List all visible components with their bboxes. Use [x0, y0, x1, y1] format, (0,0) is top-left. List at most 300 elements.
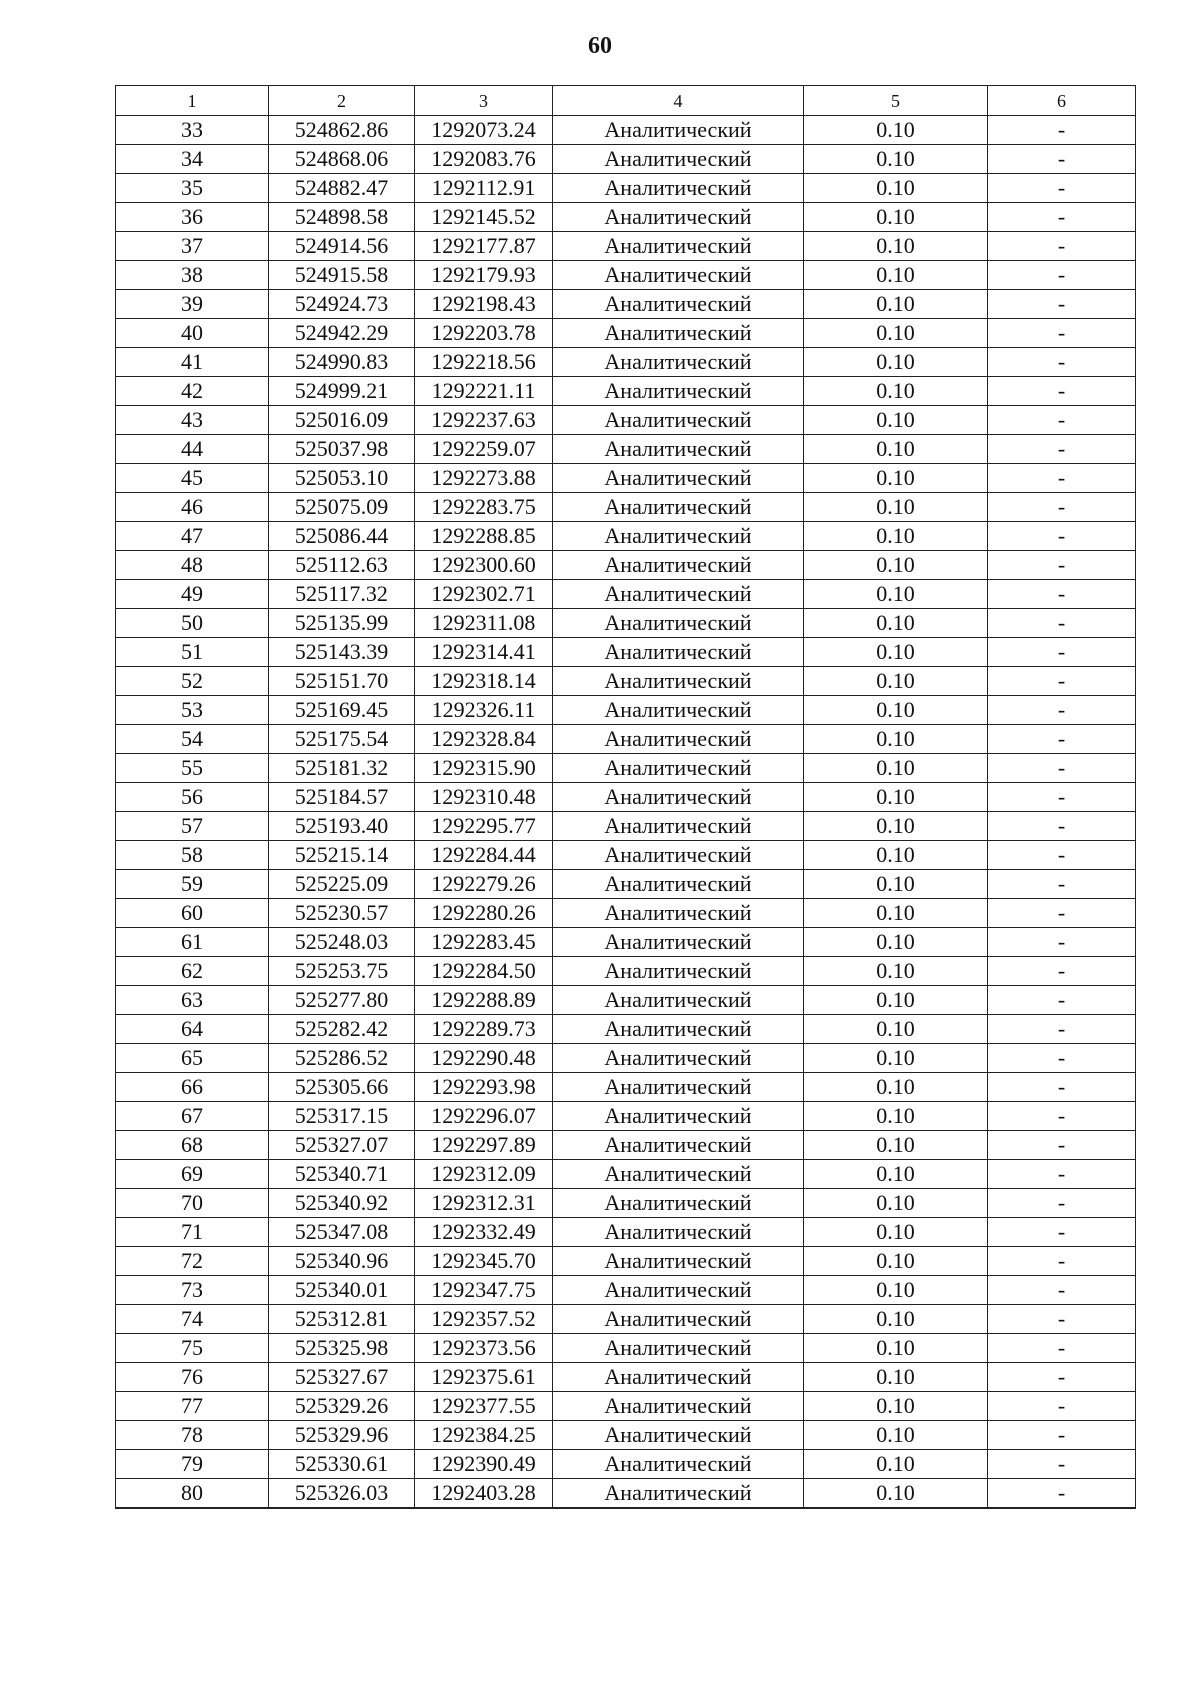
- point-number-cell: 74: [116, 1305, 269, 1334]
- point-number-cell: 64: [116, 1015, 269, 1044]
- method-cell: Аналитический: [553, 464, 804, 493]
- x-coordinate-cell: 525193.40: [269, 812, 415, 841]
- accuracy-cell: 0.10: [804, 1334, 988, 1363]
- method-cell: Аналитический: [553, 928, 804, 957]
- accuracy-cell: 0.10: [804, 435, 988, 464]
- y-coordinate-cell: 1292315.90: [415, 754, 553, 783]
- table-row: [116, 1334, 1136, 1363]
- method-cell: Аналитический: [553, 1305, 804, 1334]
- accuracy-cell: 0.10: [804, 1044, 988, 1073]
- y-coordinate-cell: 1292297.89: [415, 1131, 553, 1160]
- method-cell: Аналитический: [553, 1102, 804, 1131]
- point-number-cell: 69: [116, 1160, 269, 1189]
- point-number-cell: 78: [116, 1421, 269, 1450]
- y-coordinate-cell: 1292145.52: [415, 203, 553, 232]
- method-cell: Аналитический: [553, 725, 804, 754]
- note-cell: -: [988, 348, 1136, 377]
- x-coordinate-cell: 525282.42: [269, 1015, 415, 1044]
- point-number-cell: 36: [116, 203, 269, 232]
- method-cell: Аналитический: [553, 1189, 804, 1218]
- accuracy-cell: 0.10: [804, 406, 988, 435]
- method-cell: Аналитический: [553, 551, 804, 580]
- accuracy-cell: 0.10: [804, 203, 988, 232]
- accuracy-cell: 0.10: [804, 899, 988, 928]
- table-row: [116, 696, 1136, 725]
- y-coordinate-cell: 1292237.63: [415, 406, 553, 435]
- method-cell: Аналитический: [553, 812, 804, 841]
- point-number-cell: 50: [116, 609, 269, 638]
- y-coordinate-cell: 1292332.49: [415, 1218, 553, 1247]
- point-number-cell: 51: [116, 638, 269, 667]
- point-number-cell: 40: [116, 319, 269, 348]
- table-row: [116, 406, 1136, 435]
- table-row: [116, 580, 1136, 609]
- method-cell: Аналитический: [553, 1247, 804, 1276]
- method-cell: Аналитический: [553, 406, 804, 435]
- point-number-cell: 33: [116, 116, 269, 145]
- note-cell: -: [988, 1276, 1136, 1305]
- method-cell: Аналитический: [553, 638, 804, 667]
- x-coordinate-cell: 525112.63: [269, 551, 415, 580]
- x-coordinate-cell: 525277.80: [269, 986, 415, 1015]
- accuracy-cell: 0.10: [804, 725, 988, 754]
- accuracy-cell: 0.10: [804, 1131, 988, 1160]
- note-cell: -: [988, 1073, 1136, 1102]
- table-row: [116, 812, 1136, 841]
- x-coordinate-cell: 525181.32: [269, 754, 415, 783]
- table-row: [116, 290, 1136, 319]
- table-row: [116, 232, 1136, 261]
- y-coordinate-cell: 1292318.14: [415, 667, 553, 696]
- x-coordinate-cell: 525329.26: [269, 1392, 415, 1421]
- y-coordinate-cell: 1292312.31: [415, 1189, 553, 1218]
- y-coordinate-cell: 1292073.24: [415, 116, 553, 145]
- x-coordinate-cell: 525169.45: [269, 696, 415, 725]
- point-number-cell: 46: [116, 493, 269, 522]
- note-cell: -: [988, 174, 1136, 203]
- x-coordinate-cell: 525330.61: [269, 1450, 415, 1479]
- accuracy-cell: 0.10: [804, 667, 988, 696]
- y-coordinate-cell: 1292218.56: [415, 348, 553, 377]
- method-cell: Аналитический: [553, 493, 804, 522]
- method-cell: Аналитический: [553, 1218, 804, 1247]
- y-coordinate-cell: 1292384.25: [415, 1421, 553, 1450]
- note-cell: -: [988, 1450, 1136, 1479]
- x-coordinate-cell: 525340.01: [269, 1276, 415, 1305]
- column-header: 2: [269, 86, 415, 116]
- x-coordinate-cell: 525317.15: [269, 1102, 415, 1131]
- note-cell: -: [988, 232, 1136, 261]
- x-coordinate-cell: 525305.66: [269, 1073, 415, 1102]
- x-coordinate-cell: 525037.98: [269, 435, 415, 464]
- note-cell: -: [988, 870, 1136, 899]
- y-coordinate-cell: 1292283.75: [415, 493, 553, 522]
- y-coordinate-cell: 1292273.88: [415, 464, 553, 493]
- accuracy-cell: 0.10: [804, 464, 988, 493]
- coordinates-table: [115, 85, 1136, 1509]
- table-row: [116, 435, 1136, 464]
- y-coordinate-cell: 1292311.08: [415, 609, 553, 638]
- accuracy-cell: 0.10: [804, 1189, 988, 1218]
- point-number-cell: 58: [116, 841, 269, 870]
- point-number-cell: 56: [116, 783, 269, 812]
- x-coordinate-cell: 525230.57: [269, 899, 415, 928]
- accuracy-cell: 0.10: [804, 522, 988, 551]
- y-coordinate-cell: 1292312.09: [415, 1160, 553, 1189]
- point-number-cell: 44: [116, 435, 269, 464]
- table-row: [116, 1160, 1136, 1189]
- note-cell: -: [988, 1102, 1136, 1131]
- y-coordinate-cell: 1292302.71: [415, 580, 553, 609]
- table-row: [116, 464, 1136, 493]
- note-cell: -: [988, 1247, 1136, 1276]
- accuracy-cell: 0.10: [804, 1479, 988, 1509]
- table-row: [116, 174, 1136, 203]
- note-cell: -: [988, 841, 1136, 870]
- note-cell: -: [988, 957, 1136, 986]
- accuracy-cell: 0.10: [804, 1218, 988, 1247]
- method-cell: Аналитический: [553, 841, 804, 870]
- note-cell: -: [988, 638, 1136, 667]
- table-row: [116, 522, 1136, 551]
- accuracy-cell: 0.10: [804, 145, 988, 174]
- point-number-cell: 79: [116, 1450, 269, 1479]
- method-cell: Аналитический: [553, 1421, 804, 1450]
- table-row: [116, 638, 1136, 667]
- accuracy-cell: 0.10: [804, 609, 988, 638]
- x-coordinate-cell: 525184.57: [269, 783, 415, 812]
- point-number-cell: 72: [116, 1247, 269, 1276]
- method-cell: Аналитический: [553, 609, 804, 638]
- method-cell: Аналитический: [553, 290, 804, 319]
- y-coordinate-cell: 1292390.49: [415, 1450, 553, 1479]
- table-row: [116, 1131, 1136, 1160]
- point-number-cell: 60: [116, 899, 269, 928]
- note-cell: -: [988, 377, 1136, 406]
- method-cell: Аналитический: [553, 261, 804, 290]
- table-row: [116, 1363, 1136, 1392]
- note-cell: -: [988, 609, 1136, 638]
- table-row: [116, 1044, 1136, 1073]
- point-number-cell: 37: [116, 232, 269, 261]
- accuracy-cell: 0.10: [804, 174, 988, 203]
- note-cell: -: [988, 551, 1136, 580]
- x-coordinate-cell: 525327.67: [269, 1363, 415, 1392]
- accuracy-cell: 0.10: [804, 1247, 988, 1276]
- table-row: [116, 1102, 1136, 1131]
- note-cell: -: [988, 464, 1136, 493]
- point-number-cell: 47: [116, 522, 269, 551]
- accuracy-cell: 0.10: [804, 493, 988, 522]
- accuracy-cell: 0.10: [804, 957, 988, 986]
- column-header: 5: [804, 86, 988, 116]
- point-number-cell: 52: [116, 667, 269, 696]
- table-row: [116, 1450, 1136, 1479]
- x-coordinate-cell: 525053.10: [269, 464, 415, 493]
- accuracy-cell: 0.10: [804, 783, 988, 812]
- method-cell: Аналитический: [553, 1131, 804, 1160]
- table-row: [116, 841, 1136, 870]
- note-cell: -: [988, 1479, 1136, 1509]
- y-coordinate-cell: 1292283.45: [415, 928, 553, 957]
- table-row: [116, 145, 1136, 174]
- method-cell: Аналитический: [553, 1450, 804, 1479]
- y-coordinate-cell: 1292083.76: [415, 145, 553, 174]
- note-cell: -: [988, 1015, 1136, 1044]
- method-cell: Аналитический: [553, 435, 804, 464]
- note-cell: -: [988, 754, 1136, 783]
- page-number: 60: [588, 33, 612, 59]
- x-coordinate-cell: 525327.07: [269, 1131, 415, 1160]
- x-coordinate-cell: 524924.73: [269, 290, 415, 319]
- method-cell: Аналитический: [553, 1479, 804, 1509]
- accuracy-cell: 0.10: [804, 754, 988, 783]
- method-cell: Аналитический: [553, 1015, 804, 1044]
- y-coordinate-cell: 1292310.48: [415, 783, 553, 812]
- note-cell: -: [988, 783, 1136, 812]
- accuracy-cell: 0.10: [804, 1392, 988, 1421]
- y-coordinate-cell: 1292293.98: [415, 1073, 553, 1102]
- x-coordinate-cell: 525253.75: [269, 957, 415, 986]
- column-header: 4: [553, 86, 804, 116]
- point-number-cell: 80: [116, 1479, 269, 1509]
- x-coordinate-cell: 525151.70: [269, 667, 415, 696]
- table-row: [116, 1189, 1136, 1218]
- note-cell: -: [988, 406, 1136, 435]
- column-header: 1: [116, 86, 269, 116]
- table-row: [116, 1015, 1136, 1044]
- y-coordinate-cell: 1292300.60: [415, 551, 553, 580]
- x-coordinate-cell: 525329.96: [269, 1421, 415, 1450]
- point-number-cell: 59: [116, 870, 269, 899]
- y-coordinate-cell: 1292357.52: [415, 1305, 553, 1334]
- table-row: [116, 1305, 1136, 1334]
- table-row: [116, 551, 1136, 580]
- accuracy-cell: 0.10: [804, 841, 988, 870]
- method-cell: Аналитический: [553, 116, 804, 145]
- table-row: [116, 1218, 1136, 1247]
- y-coordinate-cell: 1292221.11: [415, 377, 553, 406]
- method-cell: Аналитический: [553, 1363, 804, 1392]
- point-number-cell: 45: [116, 464, 269, 493]
- y-coordinate-cell: 1292377.55: [415, 1392, 553, 1421]
- y-coordinate-cell: 1292290.48: [415, 1044, 553, 1073]
- table-row: [116, 377, 1136, 406]
- y-coordinate-cell: 1292296.07: [415, 1102, 553, 1131]
- method-cell: Аналитический: [553, 754, 804, 783]
- x-coordinate-cell: 525326.03: [269, 1479, 415, 1509]
- y-coordinate-cell: 1292198.43: [415, 290, 553, 319]
- y-coordinate-cell: 1292288.85: [415, 522, 553, 551]
- y-coordinate-cell: 1292347.75: [415, 1276, 553, 1305]
- x-coordinate-cell: 525215.14: [269, 841, 415, 870]
- point-number-cell: 61: [116, 928, 269, 957]
- point-number-cell: 68: [116, 1131, 269, 1160]
- note-cell: -: [988, 203, 1136, 232]
- x-coordinate-cell: 524868.06: [269, 145, 415, 174]
- point-number-cell: 48: [116, 551, 269, 580]
- point-number-cell: 53: [116, 696, 269, 725]
- accuracy-cell: 0.10: [804, 812, 988, 841]
- note-cell: -: [988, 928, 1136, 957]
- x-coordinate-cell: 525016.09: [269, 406, 415, 435]
- note-cell: -: [988, 522, 1136, 551]
- x-coordinate-cell: 525340.71: [269, 1160, 415, 1189]
- method-cell: Аналитический: [553, 1073, 804, 1102]
- point-number-cell: 62: [116, 957, 269, 986]
- x-coordinate-cell: 525117.32: [269, 580, 415, 609]
- note-cell: -: [988, 667, 1136, 696]
- note-cell: -: [988, 1363, 1136, 1392]
- point-number-cell: 49: [116, 580, 269, 609]
- x-coordinate-cell: 525086.44: [269, 522, 415, 551]
- point-number-cell: 71: [116, 1218, 269, 1247]
- accuracy-cell: 0.10: [804, 696, 988, 725]
- accuracy-cell: 0.10: [804, 986, 988, 1015]
- method-cell: Аналитический: [553, 1276, 804, 1305]
- accuracy-cell: 0.10: [804, 580, 988, 609]
- table-body: [116, 116, 1136, 1509]
- x-coordinate-cell: 524882.47: [269, 174, 415, 203]
- accuracy-cell: 0.10: [804, 232, 988, 261]
- x-coordinate-cell: 525135.99: [269, 609, 415, 638]
- x-coordinate-cell: 525075.09: [269, 493, 415, 522]
- table-row: [116, 319, 1136, 348]
- accuracy-cell: 0.10: [804, 638, 988, 667]
- y-coordinate-cell: 1292284.50: [415, 957, 553, 986]
- accuracy-cell: 0.10: [804, 1450, 988, 1479]
- accuracy-cell: 0.10: [804, 1421, 988, 1450]
- method-cell: Аналитический: [553, 1044, 804, 1073]
- point-number-cell: 63: [116, 986, 269, 1015]
- note-cell: -: [988, 812, 1136, 841]
- point-number-cell: 39: [116, 290, 269, 319]
- y-coordinate-cell: 1292373.56: [415, 1334, 553, 1363]
- accuracy-cell: 0.10: [804, 1305, 988, 1334]
- accuracy-cell: 0.10: [804, 1160, 988, 1189]
- y-coordinate-cell: 1292326.11: [415, 696, 553, 725]
- note-cell: -: [988, 290, 1136, 319]
- accuracy-cell: 0.10: [804, 928, 988, 957]
- y-coordinate-cell: 1292179.93: [415, 261, 553, 290]
- point-number-cell: 35: [116, 174, 269, 203]
- method-cell: Аналитический: [553, 1160, 804, 1189]
- method-cell: Аналитический: [553, 957, 804, 986]
- table-row: [116, 1276, 1136, 1305]
- accuracy-cell: 0.10: [804, 116, 988, 145]
- y-coordinate-cell: 1292112.91: [415, 174, 553, 203]
- point-number-cell: 67: [116, 1102, 269, 1131]
- y-coordinate-cell: 1292403.28: [415, 1479, 553, 1509]
- table-row: [116, 1479, 1136, 1509]
- table-row: [116, 1392, 1136, 1421]
- table-row: [116, 899, 1136, 928]
- y-coordinate-cell: 1292375.61: [415, 1363, 553, 1392]
- note-cell: -: [988, 1421, 1136, 1450]
- note-cell: -: [988, 1218, 1136, 1247]
- method-cell: Аналитический: [553, 1334, 804, 1363]
- x-coordinate-cell: 524915.58: [269, 261, 415, 290]
- y-coordinate-cell: 1292288.89: [415, 986, 553, 1015]
- note-cell: -: [988, 696, 1136, 725]
- y-coordinate-cell: 1292280.26: [415, 899, 553, 928]
- method-cell: Аналитический: [553, 986, 804, 1015]
- x-coordinate-cell: 525286.52: [269, 1044, 415, 1073]
- note-cell: -: [988, 1189, 1136, 1218]
- note-cell: -: [988, 986, 1136, 1015]
- note-cell: -: [988, 145, 1136, 174]
- y-coordinate-cell: 1292203.78: [415, 319, 553, 348]
- point-number-cell: 77: [116, 1392, 269, 1421]
- x-coordinate-cell: 525175.54: [269, 725, 415, 754]
- accuracy-cell: 0.10: [804, 1363, 988, 1392]
- table-row: [116, 1421, 1136, 1450]
- x-coordinate-cell: 525325.98: [269, 1334, 415, 1363]
- point-number-cell: 34: [116, 145, 269, 174]
- x-coordinate-cell: 525143.39: [269, 638, 415, 667]
- y-coordinate-cell: 1292177.87: [415, 232, 553, 261]
- note-cell: -: [988, 319, 1136, 348]
- x-coordinate-cell: 525340.96: [269, 1247, 415, 1276]
- table-row: [116, 1247, 1136, 1276]
- y-coordinate-cell: 1292279.26: [415, 870, 553, 899]
- note-cell: -: [988, 899, 1136, 928]
- accuracy-cell: 0.10: [804, 377, 988, 406]
- y-coordinate-cell: 1292259.07: [415, 435, 553, 464]
- method-cell: Аналитический: [553, 522, 804, 551]
- note-cell: -: [988, 580, 1136, 609]
- method-cell: Аналитический: [553, 377, 804, 406]
- point-number-cell: 65: [116, 1044, 269, 1073]
- y-coordinate-cell: 1292345.70: [415, 1247, 553, 1276]
- point-number-cell: 43: [116, 406, 269, 435]
- accuracy-cell: 0.10: [804, 348, 988, 377]
- point-number-cell: 66: [116, 1073, 269, 1102]
- note-cell: -: [988, 116, 1136, 145]
- x-coordinate-cell: 525312.81: [269, 1305, 415, 1334]
- note-cell: -: [988, 725, 1136, 754]
- x-coordinate-cell: 524914.56: [269, 232, 415, 261]
- note-cell: -: [988, 1044, 1136, 1073]
- method-cell: Аналитический: [553, 203, 804, 232]
- note-cell: -: [988, 493, 1136, 522]
- accuracy-cell: 0.10: [804, 1276, 988, 1305]
- point-number-cell: 76: [116, 1363, 269, 1392]
- table-row: [116, 261, 1136, 290]
- x-coordinate-cell: 524990.83: [269, 348, 415, 377]
- note-cell: -: [988, 261, 1136, 290]
- x-coordinate-cell: 525225.09: [269, 870, 415, 899]
- y-coordinate-cell: 1292289.73: [415, 1015, 553, 1044]
- method-cell: Аналитический: [553, 1392, 804, 1421]
- note-cell: -: [988, 1160, 1136, 1189]
- table-row: [116, 609, 1136, 638]
- accuracy-cell: 0.10: [804, 319, 988, 348]
- point-number-cell: 54: [116, 725, 269, 754]
- note-cell: -: [988, 1334, 1136, 1363]
- y-coordinate-cell: 1292295.77: [415, 812, 553, 841]
- point-number-cell: 42: [116, 377, 269, 406]
- method-cell: Аналитический: [553, 174, 804, 203]
- x-coordinate-cell: 525248.03: [269, 928, 415, 957]
- header-row: [116, 86, 1136, 116]
- point-number-cell: 38: [116, 261, 269, 290]
- x-coordinate-cell: 524898.58: [269, 203, 415, 232]
- x-coordinate-cell: 524862.86: [269, 116, 415, 145]
- table-row: [116, 986, 1136, 1015]
- table-header: [116, 86, 1136, 116]
- x-coordinate-cell: 525347.08: [269, 1218, 415, 1247]
